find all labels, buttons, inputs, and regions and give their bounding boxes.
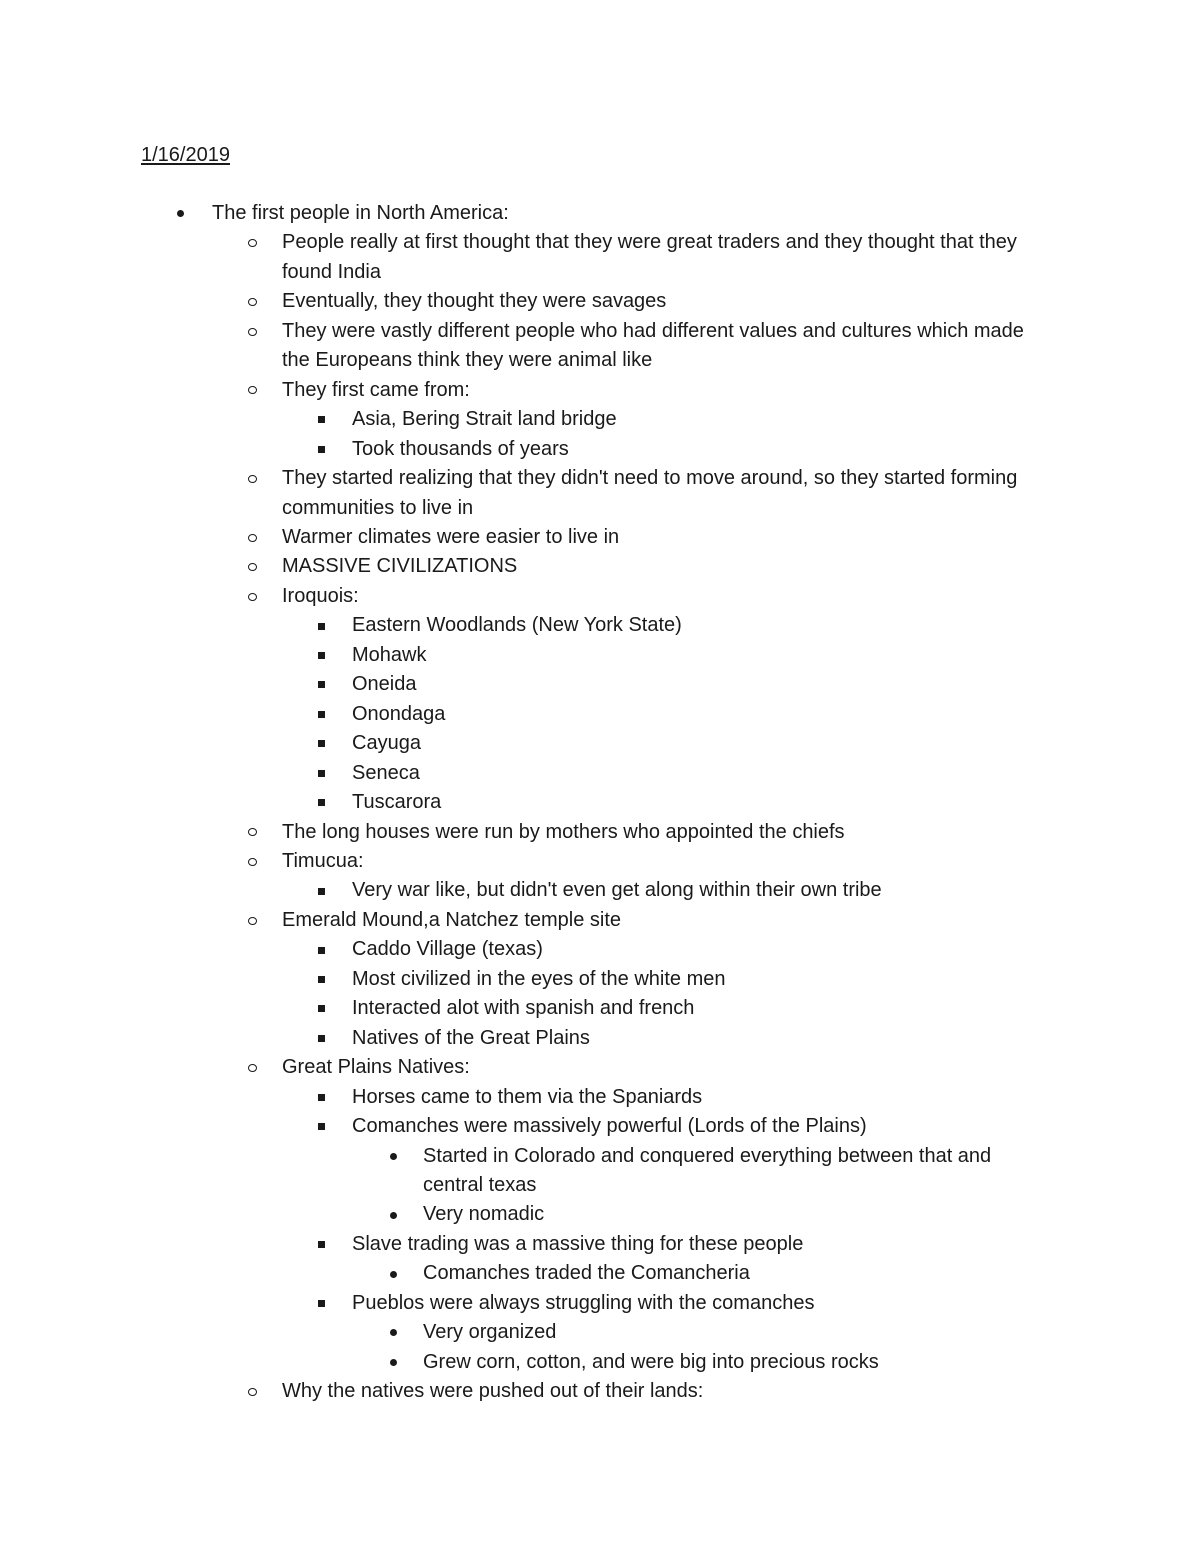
bullet-marker — [390, 1200, 397, 1229]
outline-item-level-2 — [0, 317, 1200, 376]
outline-item-text: Horses came to them via the Spaniards — [352, 1085, 703, 1108]
hollow-circle-bullet-icon — [248, 298, 257, 306]
bullet-marker — [318, 1230, 325, 1259]
filled-square-bullet-icon — [318, 623, 325, 630]
outline-item-level-3 — [0, 611, 1200, 640]
outline-item-text: Natives of the Great Plains — [352, 1026, 590, 1049]
outline-item-level-3 — [0, 759, 1200, 788]
outline-item-level-3 — [0, 935, 1200, 964]
outline-item-text: Tuscarora — [352, 791, 442, 814]
bullet-marker — [318, 1024, 325, 1053]
filled-square-bullet-icon — [318, 799, 325, 806]
outline-item-level-3 — [0, 965, 1200, 994]
bullet-marker — [318, 788, 325, 817]
filled-square-bullet-icon — [318, 711, 325, 718]
outline-item-text: The first people in North America: — [212, 202, 509, 224]
bullet-marker — [318, 935, 325, 964]
bullet-marker — [248, 376, 257, 405]
bullet-marker — [177, 199, 184, 228]
outline-item-text: Great Plains Natives: — [282, 1056, 470, 1079]
note-date: 1/16/2019 — [141, 144, 230, 166]
outline-item-level-3 — [0, 1230, 1200, 1259]
outline-item-level-2 — [0, 582, 1200, 611]
hollow-circle-bullet-icon — [248, 828, 257, 836]
outline-item-level-3 — [0, 700, 1200, 729]
outline-item-text: Comanches traded the Comancheria — [423, 1262, 750, 1285]
outline-item-level-1 — [0, 199, 1200, 228]
bullet-marker — [248, 847, 257, 876]
outline-item-text: Seneca — [352, 761, 420, 784]
outline-item-level-2 — [0, 464, 1200, 523]
bullet-marker — [318, 1083, 325, 1112]
outline-item-text: Asia, Bering Strait land bridge — [352, 408, 617, 431]
bullet-marker — [248, 523, 257, 552]
bullet-marker — [318, 729, 325, 758]
outline-item-level-3 — [0, 876, 1200, 905]
outline-item-level-3 — [0, 1289, 1200, 1318]
outline-item-level-3 — [0, 788, 1200, 817]
filled-square-bullet-icon — [318, 416, 325, 423]
outline-item-level-4 — [0, 1142, 1200, 1201]
outline-item-text: Interacted alot with spanish and french — [352, 997, 695, 1020]
outline-item-level-3 — [0, 405, 1200, 434]
outline-item-text: They started realizing that they didn't need to move around, so they started forming communities to live in — [282, 467, 1018, 519]
filled-square-bullet-icon — [318, 1123, 325, 1130]
outline-item-text: People really at first thought that they were great traders and they thought that they found India — [282, 231, 1017, 283]
filled-circle-bullet-icon — [390, 1153, 397, 1160]
bullet-marker — [318, 700, 325, 729]
outline-item-level-3 — [0, 1024, 1200, 1053]
filled-circle-bullet-icon — [390, 1271, 397, 1278]
outline-item-text: They first came from: — [282, 378, 470, 401]
outline-item-text: Very organized — [423, 1321, 557, 1344]
outline-item-text: Caddo Village (texas) — [352, 938, 543, 961]
hollow-circle-bullet-icon — [248, 534, 257, 542]
filled-circle-bullet-icon — [390, 1212, 397, 1219]
bullet-marker — [318, 670, 325, 699]
outline-item-text: MASSIVE CIVILIZATIONS — [282, 555, 518, 578]
outline-item-level-3 — [0, 641, 1200, 670]
bullet-marker — [318, 435, 325, 464]
hollow-circle-bullet-icon — [248, 475, 257, 483]
outline-item-text: Warmer climates were easier to live in — [282, 525, 620, 548]
hollow-circle-bullet-icon — [248, 1064, 257, 1072]
bullet-marker — [248, 317, 257, 346]
filled-square-bullet-icon — [318, 740, 325, 747]
bullet-marker — [318, 1289, 325, 1318]
outline-item-text: Pueblos were always struggling with the comanches — [352, 1291, 815, 1314]
outline-item-level-2 — [0, 1377, 1200, 1406]
bullet-marker — [390, 1142, 397, 1171]
outline-item-text: Eastern Woodlands (New York State) — [352, 614, 682, 637]
hollow-circle-bullet-icon — [248, 1388, 257, 1396]
filled-circle-bullet-icon — [390, 1329, 397, 1336]
outline-item-level-4 — [0, 1318, 1200, 1347]
outline-item-text: They were vastly different people who had different values and cultures which made the Europeans think they were animal like — [282, 319, 1024, 372]
bullet-marker — [390, 1259, 397, 1288]
filled-square-bullet-icon — [318, 1035, 325, 1042]
filled-square-bullet-icon — [318, 770, 325, 777]
bullet-marker — [390, 1348, 397, 1377]
outline-item-level-4 — [0, 1348, 1200, 1377]
bullet-marker — [318, 876, 325, 905]
hollow-circle-bullet-icon — [248, 593, 257, 601]
bullet-marker — [318, 641, 325, 670]
outline-item-text: Mohawk — [352, 643, 427, 666]
outline-item-text: Eventually, they thought they were savages — [282, 290, 667, 313]
filled-square-bullet-icon — [318, 1005, 325, 1012]
bullet-marker — [248, 228, 257, 257]
outline-item-level-4 — [0, 1259, 1200, 1288]
outline-item-level-3 — [0, 1112, 1200, 1141]
bullet-marker — [318, 405, 325, 434]
outline-item-text: Comanches were massively powerful (Lords of the Plains) — [352, 1115, 867, 1138]
filled-circle-bullet-icon — [390, 1359, 397, 1366]
outline-item-text: The long houses were run by mothers who appointed the chiefs — [282, 820, 845, 843]
hollow-circle-bullet-icon — [248, 858, 257, 866]
outline-item-level-2 — [0, 376, 1200, 405]
outline-item-level-2 — [0, 552, 1200, 581]
outline-item-text: Iroquois: — [282, 584, 359, 607]
hollow-circle-bullet-icon — [248, 917, 257, 925]
hollow-circle-bullet-icon — [248, 328, 257, 336]
outline-item-text: Grew corn, cotton, and were big into precious rocks — [423, 1350, 879, 1373]
bullet-marker — [248, 464, 257, 493]
bullet-marker — [248, 1053, 257, 1082]
filled-square-bullet-icon — [318, 1241, 325, 1248]
hollow-circle-bullet-icon — [248, 239, 257, 247]
bullet-marker — [248, 582, 257, 611]
bullet-marker — [318, 994, 325, 1023]
bullet-marker — [248, 287, 257, 316]
outline-item-text: Oneida — [352, 673, 417, 696]
outline-item-level-3 — [0, 1083, 1200, 1112]
outline-item-level-2 — [0, 906, 1200, 935]
bullet-marker — [318, 1112, 325, 1141]
outline-item-text: Most civilized in the eyes of the white men — [352, 967, 726, 990]
filled-square-bullet-icon — [318, 1300, 325, 1307]
outline-item-level-3 — [0, 729, 1200, 758]
outline-item-text: Onondaga — [352, 702, 446, 725]
bullet-marker — [318, 965, 325, 994]
filled-square-bullet-icon — [318, 1094, 325, 1101]
outline-item-text: Very war like, but didn't even get along within their own tribe — [352, 879, 882, 902]
outline-item-level-3 — [0, 670, 1200, 699]
outline-item-level-2 — [0, 523, 1200, 552]
outline-item-text: Took thousands of years — [352, 437, 569, 460]
hollow-circle-bullet-icon — [248, 563, 257, 571]
outline-item-level-2 — [0, 1053, 1200, 1082]
outline-item-level-2 — [0, 228, 1200, 287]
bullet-marker — [390, 1318, 397, 1347]
filled-square-bullet-icon — [318, 947, 325, 954]
outline-item-level-2 — [0, 818, 1200, 847]
hollow-circle-bullet-icon — [248, 386, 257, 394]
filled-square-bullet-icon — [318, 888, 325, 895]
outline-item-level-2 — [0, 287, 1200, 316]
outline-item-text: Very nomadic — [423, 1203, 545, 1226]
bullet-marker — [248, 1377, 257, 1406]
filled-square-bullet-icon — [318, 652, 325, 659]
outline-item-level-2 — [0, 847, 1200, 876]
outline-item-level-3 — [0, 994, 1200, 1023]
filled-square-bullet-icon — [318, 681, 325, 688]
outline-item-text: Timucua: — [282, 849, 364, 872]
filled-square-bullet-icon — [318, 976, 325, 983]
bullet-marker — [318, 611, 325, 640]
outline-item-text: Cayuga — [352, 732, 421, 755]
bullet-marker — [248, 552, 257, 581]
bullet-marker — [248, 818, 257, 847]
bullet-outline — [0, 199, 1200, 1407]
outline-item-text: Started in Colorado and conquered everything between that and central texas — [423, 1144, 992, 1196]
outline-item-text: Why the natives were pushed out of their lands: — [282, 1380, 704, 1403]
bullet-marker — [248, 906, 257, 935]
outline-item-level-4 — [0, 1200, 1200, 1229]
outline-item-text: Slave trading was a massive thing for these people — [352, 1232, 804, 1255]
outline-item-text: Emerald Mound,a Natchez temple site — [282, 908, 622, 931]
outline-item-level-3 — [0, 435, 1200, 464]
bullet-marker — [318, 759, 325, 788]
filled-square-bullet-icon — [318, 446, 325, 453]
filled-circle-bullet-icon — [177, 210, 184, 217]
